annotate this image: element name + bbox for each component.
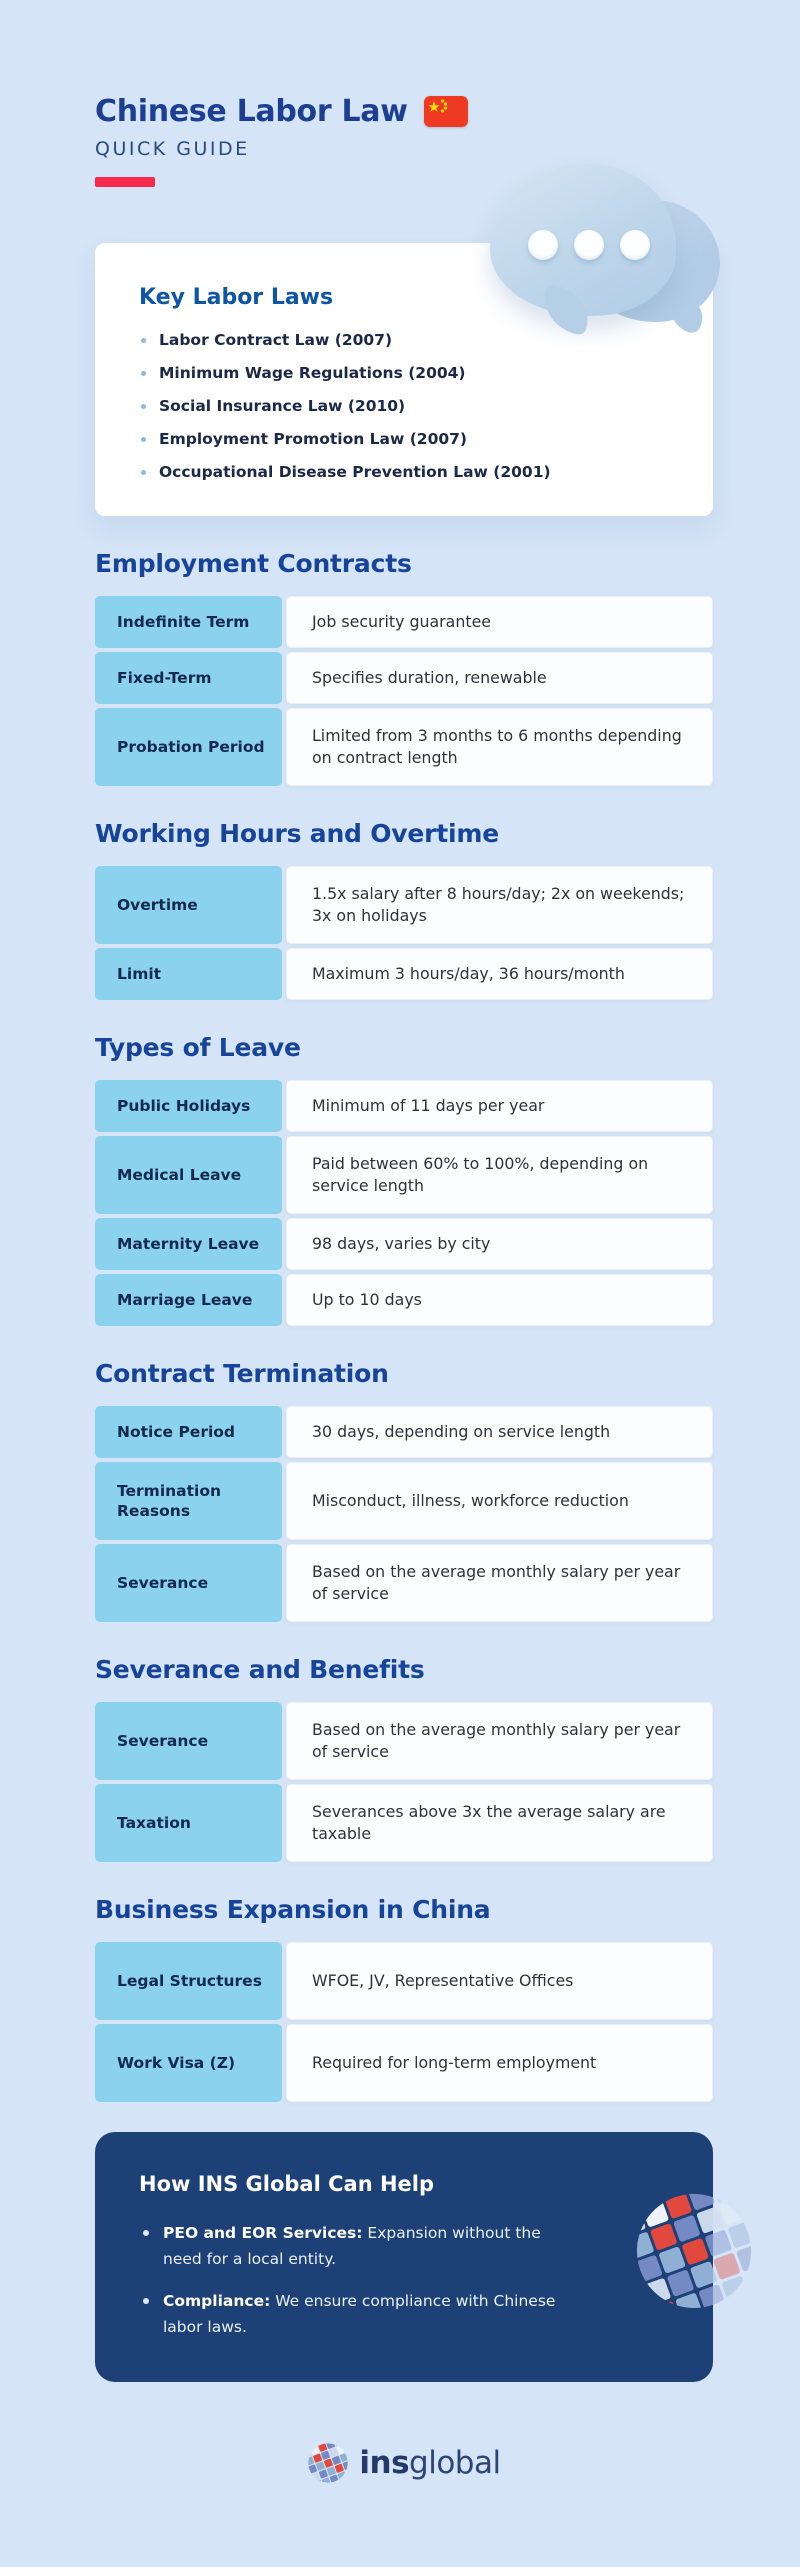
brand-logo — [95, 2442, 713, 2484]
row-value: Limited from 3 months to 6 months depending on contract length — [286, 708, 713, 786]
law-item-label: Employment Promotion Law (2007) — [159, 430, 468, 448]
row-value: Specifies duration, renewable — [286, 652, 713, 704]
section-title: Types of Leave — [95, 1033, 301, 1062]
row-label: Limit — [95, 948, 282, 1000]
key-laws-card — [95, 243, 713, 516]
table-row — [95, 708, 713, 786]
row-label: Marriage Leave — [95, 1274, 282, 1326]
section-working-hours — [95, 820, 713, 1000]
law-item-label: Minimum Wage Regulations (2004) — [159, 364, 466, 382]
law-item — [139, 429, 669, 449]
row-value: Misconduct, illness, workforce reduction — [286, 1462, 713, 1540]
info-table — [95, 596, 713, 786]
info-table — [95, 1406, 713, 1622]
key-laws-title: Key Labor Laws — [139, 285, 334, 310]
row-label: Severance — [95, 1702, 282, 1780]
table-row — [95, 1218, 713, 1270]
row-label: Public Holidays — [95, 1080, 282, 1132]
help-item — [139, 2288, 563, 2340]
brand-name — [359, 2445, 500, 2481]
row-value: Maximum 3 hours/day, 36 hours/month — [286, 948, 713, 1000]
table-row — [95, 866, 713, 944]
table-row — [95, 1544, 713, 1622]
row-value: Based on the average monthly salary per year of service — [286, 1702, 713, 1780]
table-row — [95, 1784, 713, 1862]
section-title: Business Expansion in China — [95, 1895, 491, 1924]
china-flag-icon — [424, 96, 468, 127]
section-severance-benefits — [95, 1656, 713, 1862]
table-row — [95, 1274, 713, 1326]
row-label: Legal Structures — [95, 1942, 282, 2020]
section-title: Severance and Benefits — [95, 1655, 425, 1684]
info-table — [95, 866, 713, 1000]
brand-name-bold: ins — [359, 2445, 410, 2481]
law-item — [139, 462, 669, 482]
row-value: Paid between 60% to 100%, depending on service length — [286, 1136, 713, 1214]
row-value: 30 days, depending on service length — [286, 1406, 713, 1458]
page-subtitle: QUICK GUIDE — [95, 138, 250, 160]
table-row — [95, 2024, 713, 2102]
row-label: Notice Period — [95, 1406, 282, 1458]
row-value: WFOE, JV, Representative Offices — [286, 1942, 713, 2020]
table-row — [95, 652, 713, 704]
table-row — [95, 1702, 713, 1780]
row-value: Required for long-term employment — [286, 2024, 713, 2102]
accent-bar — [95, 177, 155, 187]
law-item-label: Labor Contract Law (2007) — [159, 331, 393, 349]
globe-mosaic-icon — [633, 2190, 755, 2312]
row-value: Up to 10 days — [286, 1274, 713, 1326]
row-value: Based on the average monthly salary per year of service — [286, 1544, 713, 1622]
table-row — [95, 948, 713, 1000]
section-employment-contracts — [95, 550, 713, 786]
page-title: Chinese Labor Law — [95, 94, 408, 129]
row-label: Fixed-Term — [95, 652, 282, 704]
help-item-text: We ensure compliance with Chinese labor laws. — [163, 2292, 556, 2336]
help-list — [139, 2220, 563, 2340]
row-value: Severances above 3x the average salary are taxable — [286, 1784, 713, 1862]
help-item — [139, 2220, 563, 2272]
info-table — [95, 1702, 713, 1862]
info-table — [95, 1942, 713, 2102]
help-card-title: How INS Global Can Help — [139, 2172, 435, 2196]
table-row — [95, 1462, 713, 1540]
brand-name-light: global — [409, 2445, 501, 2481]
row-label: Termination Reasons — [95, 1462, 282, 1540]
row-label: Work Visa (Z) — [95, 2024, 282, 2102]
law-item-label: Social Insurance Law (2010) — [159, 397, 406, 415]
law-item-label: Occupational Disease Prevention Law (2001) — [159, 463, 551, 481]
help-item-lead: Compliance: — [163, 2292, 271, 2310]
law-item — [139, 396, 669, 416]
table-row — [95, 1136, 713, 1214]
row-value: 1.5x salary after 8 hours/day; 2x on weekends; 3x on holidays — [286, 866, 713, 944]
section-title: Employment Contracts — [95, 549, 412, 578]
row-label: Severance — [95, 1544, 282, 1622]
row-value: Minimum of 11 days per year — [286, 1080, 713, 1132]
table-row — [95, 1080, 713, 1132]
row-label: Overtime — [95, 866, 282, 944]
key-laws-list — [139, 330, 669, 482]
section-title: Working Hours and Overtime — [95, 819, 500, 848]
law-item — [139, 330, 669, 350]
table-row — [95, 1942, 713, 2020]
help-item-text: Expansion without the need for a local entity. — [163, 2224, 541, 2268]
section-types-of-leave — [95, 1034, 713, 1326]
row-label: Taxation — [95, 1784, 282, 1862]
help-item-lead: PEO and EOR Services: — [163, 2224, 363, 2242]
row-label: Indefinite Term — [95, 596, 282, 648]
table-row — [95, 1406, 713, 1458]
section-contract-termination — [95, 1360, 713, 1622]
row-value: 98 days, varies by city — [286, 1218, 713, 1270]
help-card — [95, 2132, 713, 2382]
row-label: Medical Leave — [95, 1136, 282, 1214]
row-label: Probation Period — [95, 708, 282, 786]
section-business-expansion — [95, 1896, 713, 2102]
row-value: Job security guarantee — [286, 596, 713, 648]
brand-globe-icon — [307, 2442, 349, 2484]
section-title: Contract Termination — [95, 1359, 389, 1388]
table-row — [95, 596, 713, 648]
law-item — [139, 363, 669, 383]
row-label: Maternity Leave — [95, 1218, 282, 1270]
header — [95, 0, 713, 187]
info-table — [95, 1080, 713, 1326]
